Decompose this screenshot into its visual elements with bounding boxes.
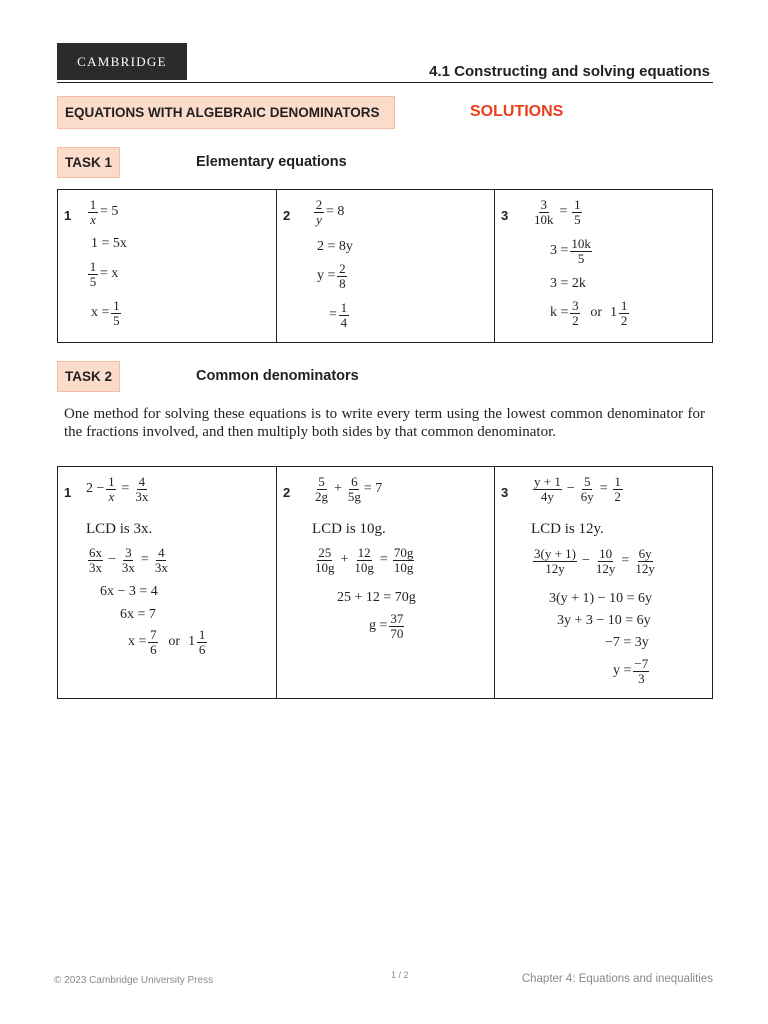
equation-line: $\frac{3}{10k}$ = $\frac{1}{5}$ (534, 197, 581, 227)
equation-line: −7 = 3y (605, 635, 649, 650)
equation-line: $\frac{25}{10g}$ + $\frac{12}{10g}$ = $\frac{70g}{10g}$ (315, 545, 414, 575)
question-number: 2 (283, 208, 291, 223)
equation-line: $\frac{1}{x}$ = 5 (89, 197, 119, 227)
header-rule (57, 82, 713, 83)
question-number: 3 (501, 485, 509, 500)
section-title: EQUATIONS WITH ALGEBRAIC DENOMINATORS (57, 96, 395, 129)
lcd-note: LCD is 3x. (86, 521, 153, 537)
equation-line: 3(y + 1) − 10 = 6y (549, 591, 653, 606)
question-number: 3 (501, 208, 509, 223)
equation-line: 2 − $\frac{1}{x}$ = $\frac{4}{3x}$ (86, 474, 149, 504)
task2-intro-paragraph: One method for solving these equations is to write every term using the lowest common denominator for the fractions involved, and then multiply both sides by that common denominator. (64, 406, 705, 440)
task2-subtitle: Common denominators (196, 368, 359, 384)
equation-line: x = $\frac{7}{6}$ or 1 $\frac{1}{6}$ (128, 627, 206, 657)
equation-line: k = $\frac{3}{2}$ or 1 $\frac{1}{2}$ (550, 298, 628, 328)
equation-line: $\frac{3(y + 1)}{12y}$ − $\frac{10}{12y}$ = $\frac{6y}{12y}$ (534, 546, 655, 576)
equation-line: $\frac{5}{2g}$ + $\frac{6}{5g}$ = 7 (315, 474, 383, 504)
equation-line: = $\frac{1}{4}$ (329, 300, 348, 330)
equation-line: x = $\frac{1}{5}$ (91, 298, 120, 328)
equation-line: 6x − 3 = 4 (100, 584, 158, 599)
equation-line: g = $\frac{37}{70}$ (369, 611, 404, 641)
task1-q3-cell (495, 190, 713, 343)
task1-label: TASK 1 (57, 147, 120, 178)
question-number: 2 (283, 485, 291, 500)
equation-line: $\frac{2}{y}$ = 8 (315, 197, 345, 227)
task2-q3-cell (495, 467, 713, 699)
lcd-note: LCD is 12y. (531, 521, 604, 537)
task1-subtitle: Elementary equations (196, 154, 347, 170)
equation-line: 6x = 7 (120, 607, 156, 622)
equation-line: y = $\frac{-7}{3}$ (613, 656, 649, 686)
equation-line: 3 = $\frac{10k}{5}$ (550, 236, 591, 266)
equation-line: 25 + 12 = 70g (337, 590, 416, 605)
cambridge-logo: CAMBRIDGE (57, 43, 187, 80)
task1-table (57, 189, 713, 343)
task2-q2-cell (277, 467, 495, 699)
page-title: 4.1 Constructing and solving equations (429, 63, 710, 80)
equation-line: $\frac{6x}{3x}$ − $\frac{3}{3x}$ = $\frac{4}{3x}$ (89, 545, 168, 575)
question-number: 1 (64, 208, 72, 223)
solutions-label: SOLUTIONS (470, 103, 564, 120)
lcd-note: LCD is 10g. (312, 521, 386, 537)
footer-chapter: Chapter 4: Equations and inequalities (521, 973, 713, 985)
footer-copyright: © 2023 Cambridge University Press (54, 975, 214, 986)
task1-q1-cell (58, 190, 277, 343)
equation-line: 3 = 2k (550, 276, 586, 291)
equation-line: 3y + 3 − 10 = 6y (557, 613, 651, 628)
task2-label: TASK 2 (57, 361, 120, 392)
task2-q1-cell (58, 467, 277, 699)
equation-line: y = $\frac{2}{8}$ (317, 261, 346, 291)
equation-line: 2 = 8y (317, 239, 353, 254)
task2-table (57, 466, 713, 699)
task1-q2-cell (277, 190, 495, 343)
question-number: 1 (64, 485, 72, 500)
equation-line: $\frac{1}{5}$ = x (89, 259, 119, 289)
equation-line: $\frac{y + 1}{4y}$ − $\frac{5}{6y}$ = $\frac{1}{2}$ (534, 474, 621, 504)
footer-page-number: 1 / 2 (391, 970, 409, 980)
equation-line: 1 = 5x (91, 236, 127, 251)
